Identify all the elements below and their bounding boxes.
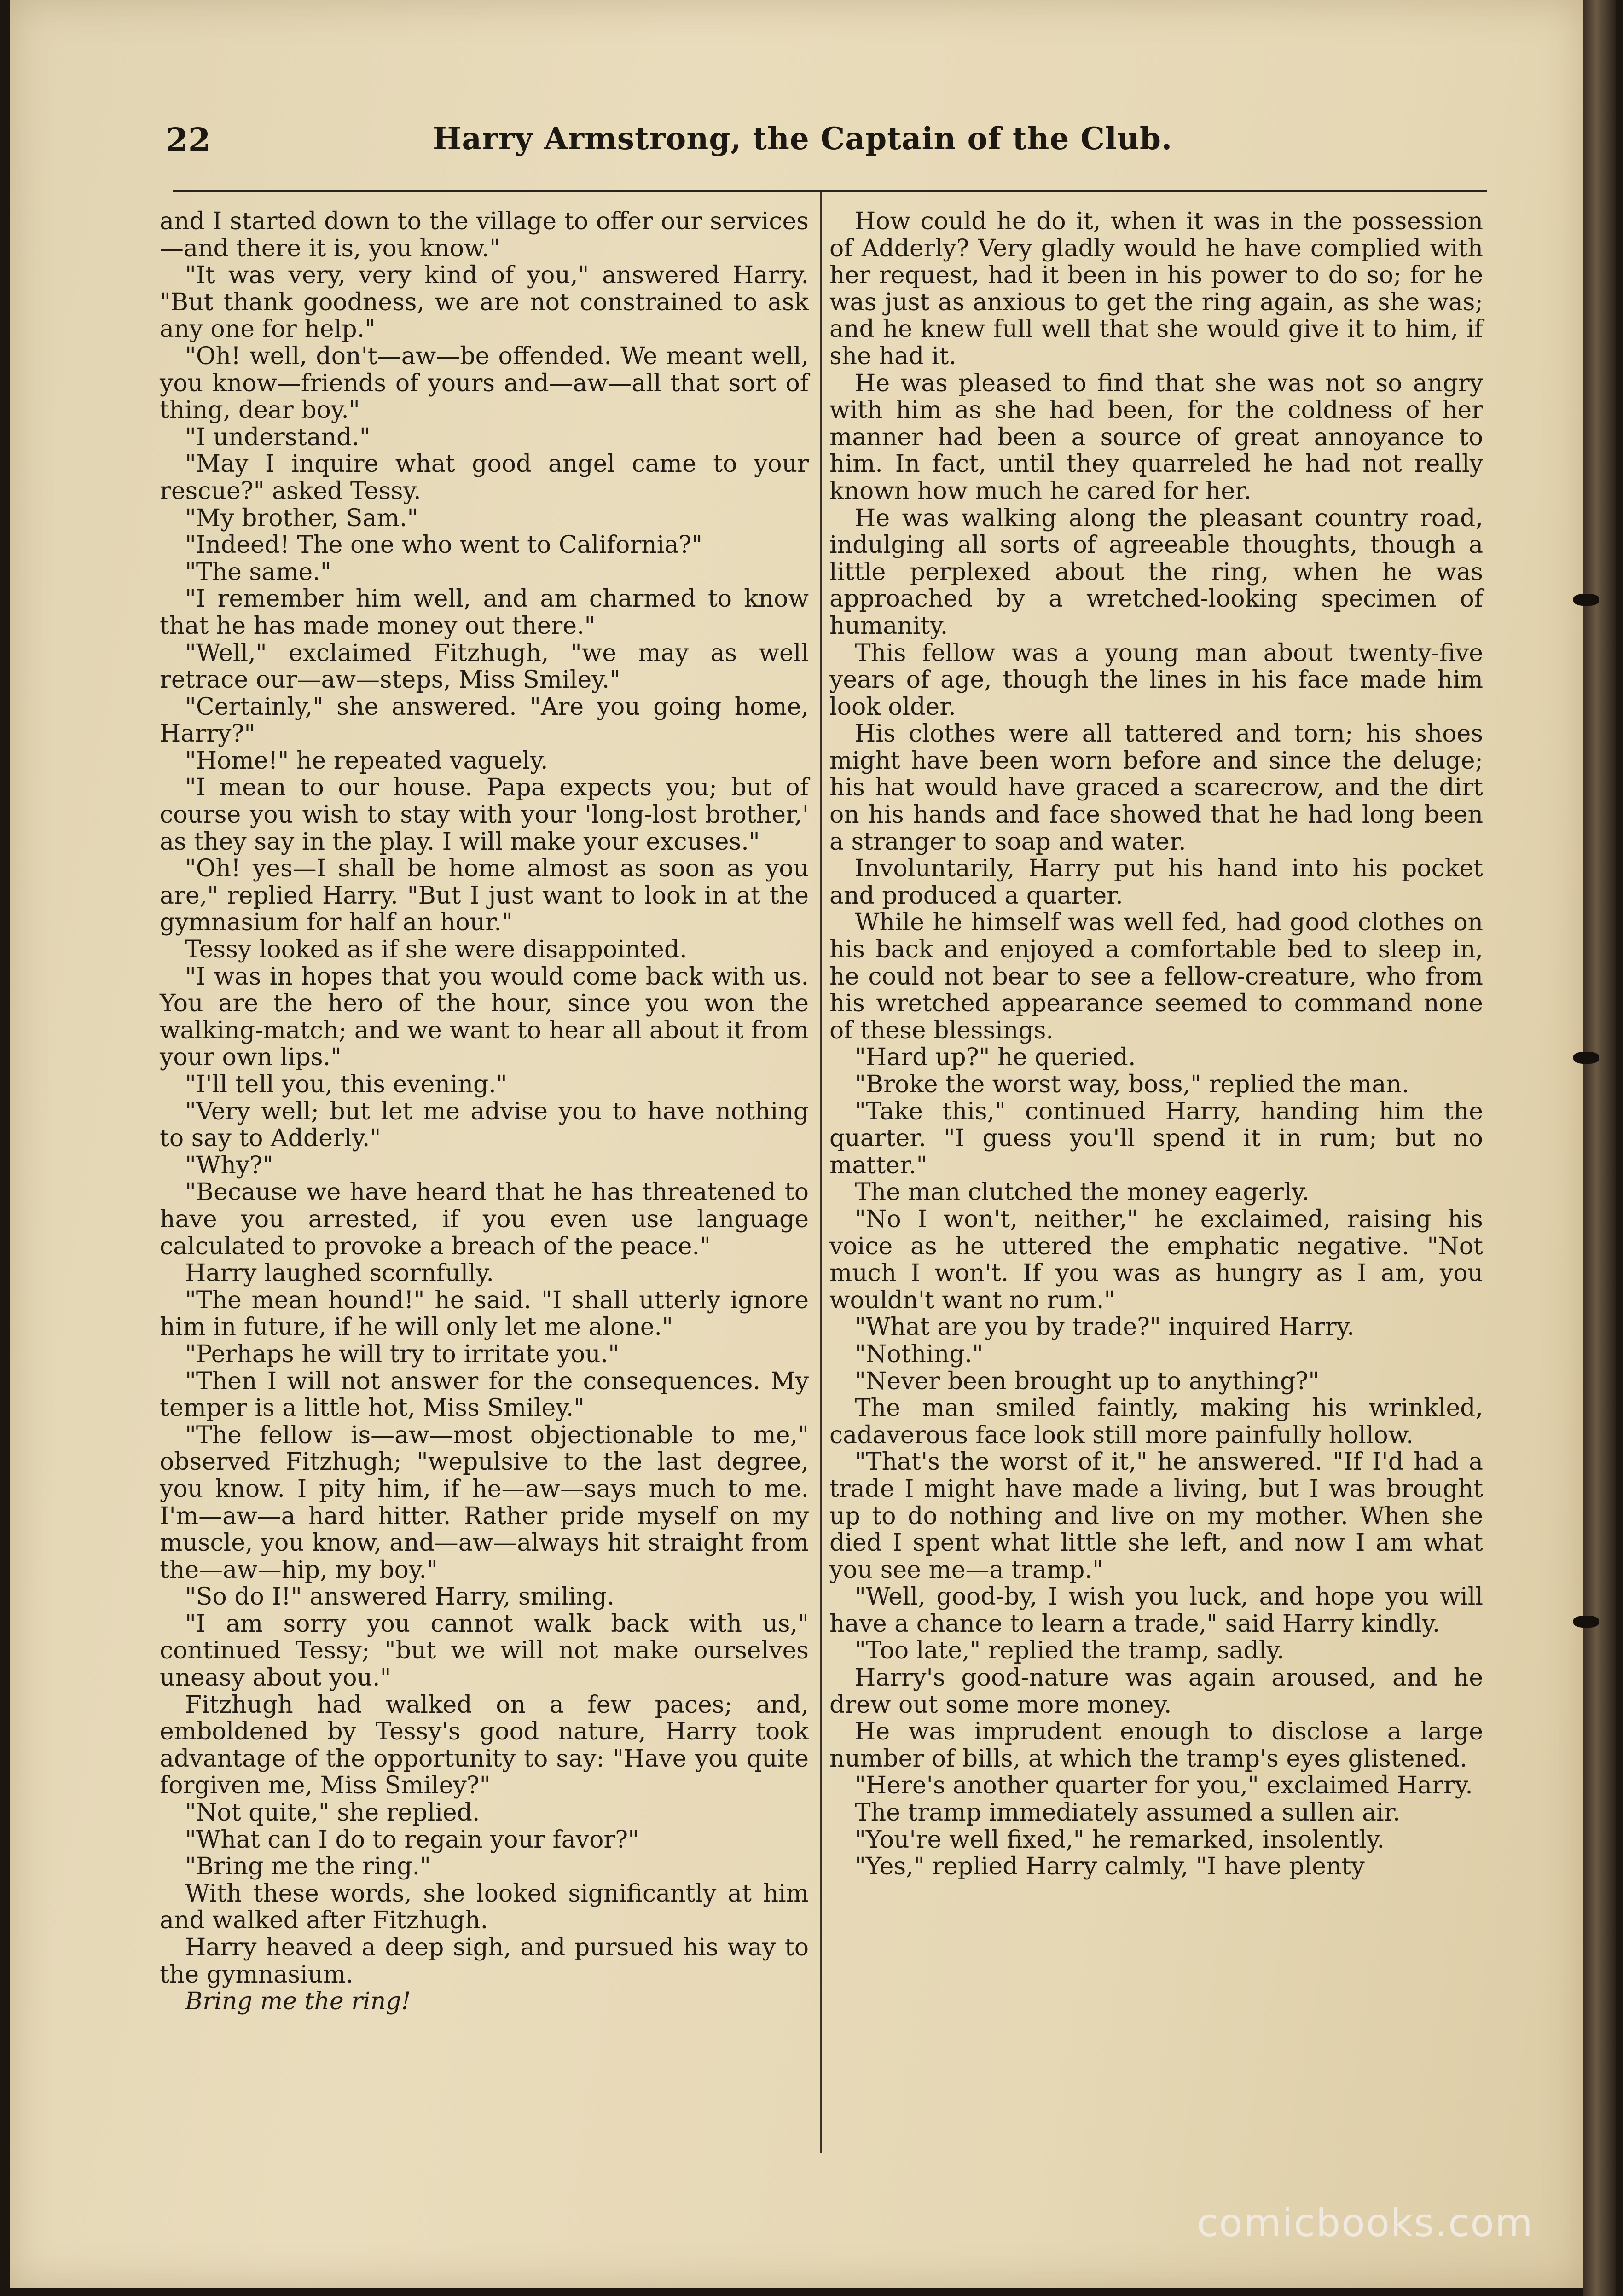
paragraph: The man clutched the money eagerly. [855, 1178, 1310, 1206]
binding-spine [1583, 0, 1616, 2296]
watermark: comicbooks.com [1197, 2200, 1534, 2245]
paragraph: "Take this," continued Harry, handing him the quarter. "I guess you'll spend it in rum; but no matter." [829, 1097, 1483, 1179]
paragraph: Fitzhugh had walked on a few paces; and, emboldened by Tessy's good nature, Harry took advantage of the opportunity to say: "Have you quite forgiven me, Miss Smiley?" [160, 1691, 809, 1800]
right-text-column [829, 208, 1483, 1880]
paragraph: "I'll tell you, this evening." [185, 1071, 507, 1098]
paragraph: Involuntarily, Harry put his hand into his pocket and produced a quarter. [829, 855, 1483, 910]
paragraph: and I started down to the village to offer our services—and there it is, you know." [160, 208, 809, 262]
paragraph: "Never been brought up to anything?" [855, 1367, 1320, 1395]
paragraph: Harry's good-nature was again aroused, and he drew out some more money. [829, 1664, 1483, 1719]
paragraph: "Oh! well, don't—aw—be offended. We meant well, you know—friends of yours and—aw—all that sort of thing, dear boy." [160, 342, 809, 424]
paragraph: "Not quite," she replied. [185, 1799, 480, 1827]
paragraph: "It was very, very kind of you," answered Harry. "But thank goodness, we are not constrained to ask any one for help." [160, 261, 809, 343]
paragraph: Harry laughed scornfully. [185, 1259, 494, 1287]
paragraph: "Because we have heard that he has threatened to have you arrested, if you even use language calculated to provoke a breach of the peace." [160, 1178, 809, 1260]
paragraph: "The mean hound!" he said. "I shall utterly ignore him in future, if he will only let me alone." [160, 1286, 809, 1341]
paragraph: "Certainly," she answered. "Are you going home, Harry?" [160, 693, 809, 748]
paragraph: His clothes were all tattered and torn; his shoes might have been worn before and since the deluge; his hat would have graced a scarecrow, and the dirt on his hands and face showed that he had long been a stranger to soap and water. [829, 720, 1483, 856]
paragraph: While he himself was well fed, had good clothes on his back and enjoyed a comfortable bed to sleep in, he could not bear to see a fellow-creature, who from his wretched appearance seemed to command none of these blessings. [829, 909, 1483, 1044]
paragraph: "Indeed! The one who went to California?" [185, 531, 703, 559]
paragraph: "Here's another quarter for you," exclaimed Harry. [855, 1772, 1473, 1800]
paragraph: He was pleased to find that she was not so angry with him as she had been, for the coldness of her manner had been a source of great annoyance to him. In fact, until they quarreled he had not really known how much he cared for her. [829, 369, 1483, 505]
paragraph: "May I inquire what good angel came to your rescue?" asked Tessy. [160, 450, 809, 505]
paragraph: "I understand." [185, 423, 371, 451]
paragraph: The man smiled faintly, making his wrinkled, cadaverous face look still more painfully hollow. [829, 1394, 1483, 1449]
paragraph: "No I won't, neither," he exclaimed, raising his voice as he uttered the emphatic negative. "Not much I won't. If you was as hungry as I am, you wouldn't want no rum." [829, 1205, 1483, 1314]
paragraph: "Why?" [185, 1151, 274, 1179]
paragraph: Tessy looked as if she were disappointed. [185, 936, 687, 964]
column-divider [820, 192, 822, 2153]
header-rule [173, 190, 1487, 192]
paragraph: "So do I!" answered Harry, smiling. [185, 1583, 615, 1611]
paragraph: "Bring me the ring." [185, 1853, 431, 1881]
paragraph: "Broke the worst way, boss," replied the man. [855, 1071, 1409, 1098]
paragraph: "I mean to our house. Papa expects you; but of course you wish to stay with your 'long-lost brother,' as they say in the play. I will make your excuses." [160, 774, 809, 856]
paragraph: He was walking along the pleasant country road, indulging all sorts of agreeable thoughts, though a little perplexed about the ring, when he was approached by a wretched-looking specimen of humanity. [829, 504, 1483, 640]
paragraph: This fellow was a young man about twenty-five years of age, though the lines in his face made him look older. [829, 639, 1483, 721]
paragraph: Bring me the ring! [185, 1988, 411, 2016]
paragraph: "Too late," replied the tramp, sadly. [855, 1637, 1285, 1665]
paragraph: "That's the worst of it," he answered. "If I'd had a trade I might have made a living, but I was brought up to do nothing and live on my mother. When she died I spent what little she left, and now I am what you see me—a tramp." [829, 1448, 1483, 1584]
paragraph: "You're well fixed," he remarked, insolently. [855, 1826, 1385, 1854]
paragraph: The tramp immediately assumed a sullen air. [855, 1799, 1401, 1827]
paragraph: "The same." [185, 558, 331, 586]
paragraph: "Well, good-by, I wish you luck, and hope you will have a chance to learn a trade," said Harry kindly. [829, 1583, 1483, 1638]
paragraph: He was imprudent enough to disclose a large number of bills, at which the tramp's eyes glistened. [829, 1718, 1483, 1773]
staple-mark [1573, 594, 1599, 606]
paragraph: "I remember him well, and am charmed to know that he has made money out there." [160, 585, 809, 640]
paragraph: "Oh! yes—I shall be home almost as soon as you are," replied Harry. "But I just want to look in at the gymnasium for half an hour." [160, 855, 809, 937]
staple-mark [1573, 1052, 1599, 1064]
page-header [166, 121, 1491, 162]
paragraph: "Then I will not answer for the consequences. My temper is a little hot, Miss Smiley." [160, 1367, 809, 1422]
page-number: 22 [166, 121, 211, 159]
paragraph: "My brother, Sam." [185, 504, 418, 532]
paragraph: "Nothing." [855, 1340, 983, 1368]
paragraph: "Very well; but let me advise you to have nothing to say to Adderly." [160, 1097, 809, 1153]
paragraph: "I was in hopes that you would come back with us. You are the hero of the hour, since you won the walking-match; and we want to hear all about it from your own lips." [160, 962, 809, 1072]
paragraph: "The fellow is—aw—most objectionable to me," observed Fitzhugh; "wepulsive to the last degree, you know. I pity him, if he—aw—says much to me. I'm—aw—a hard hitter. Rather pride myself on my muscle, you know, and—aw—always hit straight from the—aw—hip, my boy." [160, 1421, 809, 1584]
running-title: Harry Armstrong, the Captain of the Club. [433, 121, 1173, 157]
paragraph: "Hard up?" he queried. [855, 1044, 1136, 1072]
paragraph: "Well," exclaimed Fitzhugh, "we may as well retrace our—aw—steps, Miss Smiley." [160, 639, 809, 694]
paragraph: With these words, she looked significantly at him and walked after Fitzhugh. [160, 1879, 809, 1935]
paragraph: "Perhaps he will try to irritate you." [185, 1340, 620, 1368]
left-text-column [160, 208, 809, 2015]
paragraph: "What are you by trade?" inquired Harry. [855, 1313, 1355, 1341]
paragraph: "I am sorry you cannot walk back with us," continued Tessy; "but we will not make ourselves uneasy about you." [160, 1610, 809, 1692]
staple-mark [1573, 1616, 1599, 1628]
paragraph: "Home!" he repeated vaguely. [185, 747, 548, 775]
paragraph: Harry heaved a deep sigh, and pursued his way to the gymnasium. [160, 1934, 809, 1989]
paragraph: "What can I do to regain your favor?" [185, 1826, 639, 1854]
paragraph: How could he do it, when it was in the possession of Adderly? Very gladly would he have complied with her request, had it been in his power to do so; for he was just as anxious to get the ring again, as she was; and he knew full well that she would give it to him, if she had it. [829, 208, 1483, 370]
paragraph: "Yes," replied Harry calmly, "I have plenty [855, 1853, 1365, 1881]
